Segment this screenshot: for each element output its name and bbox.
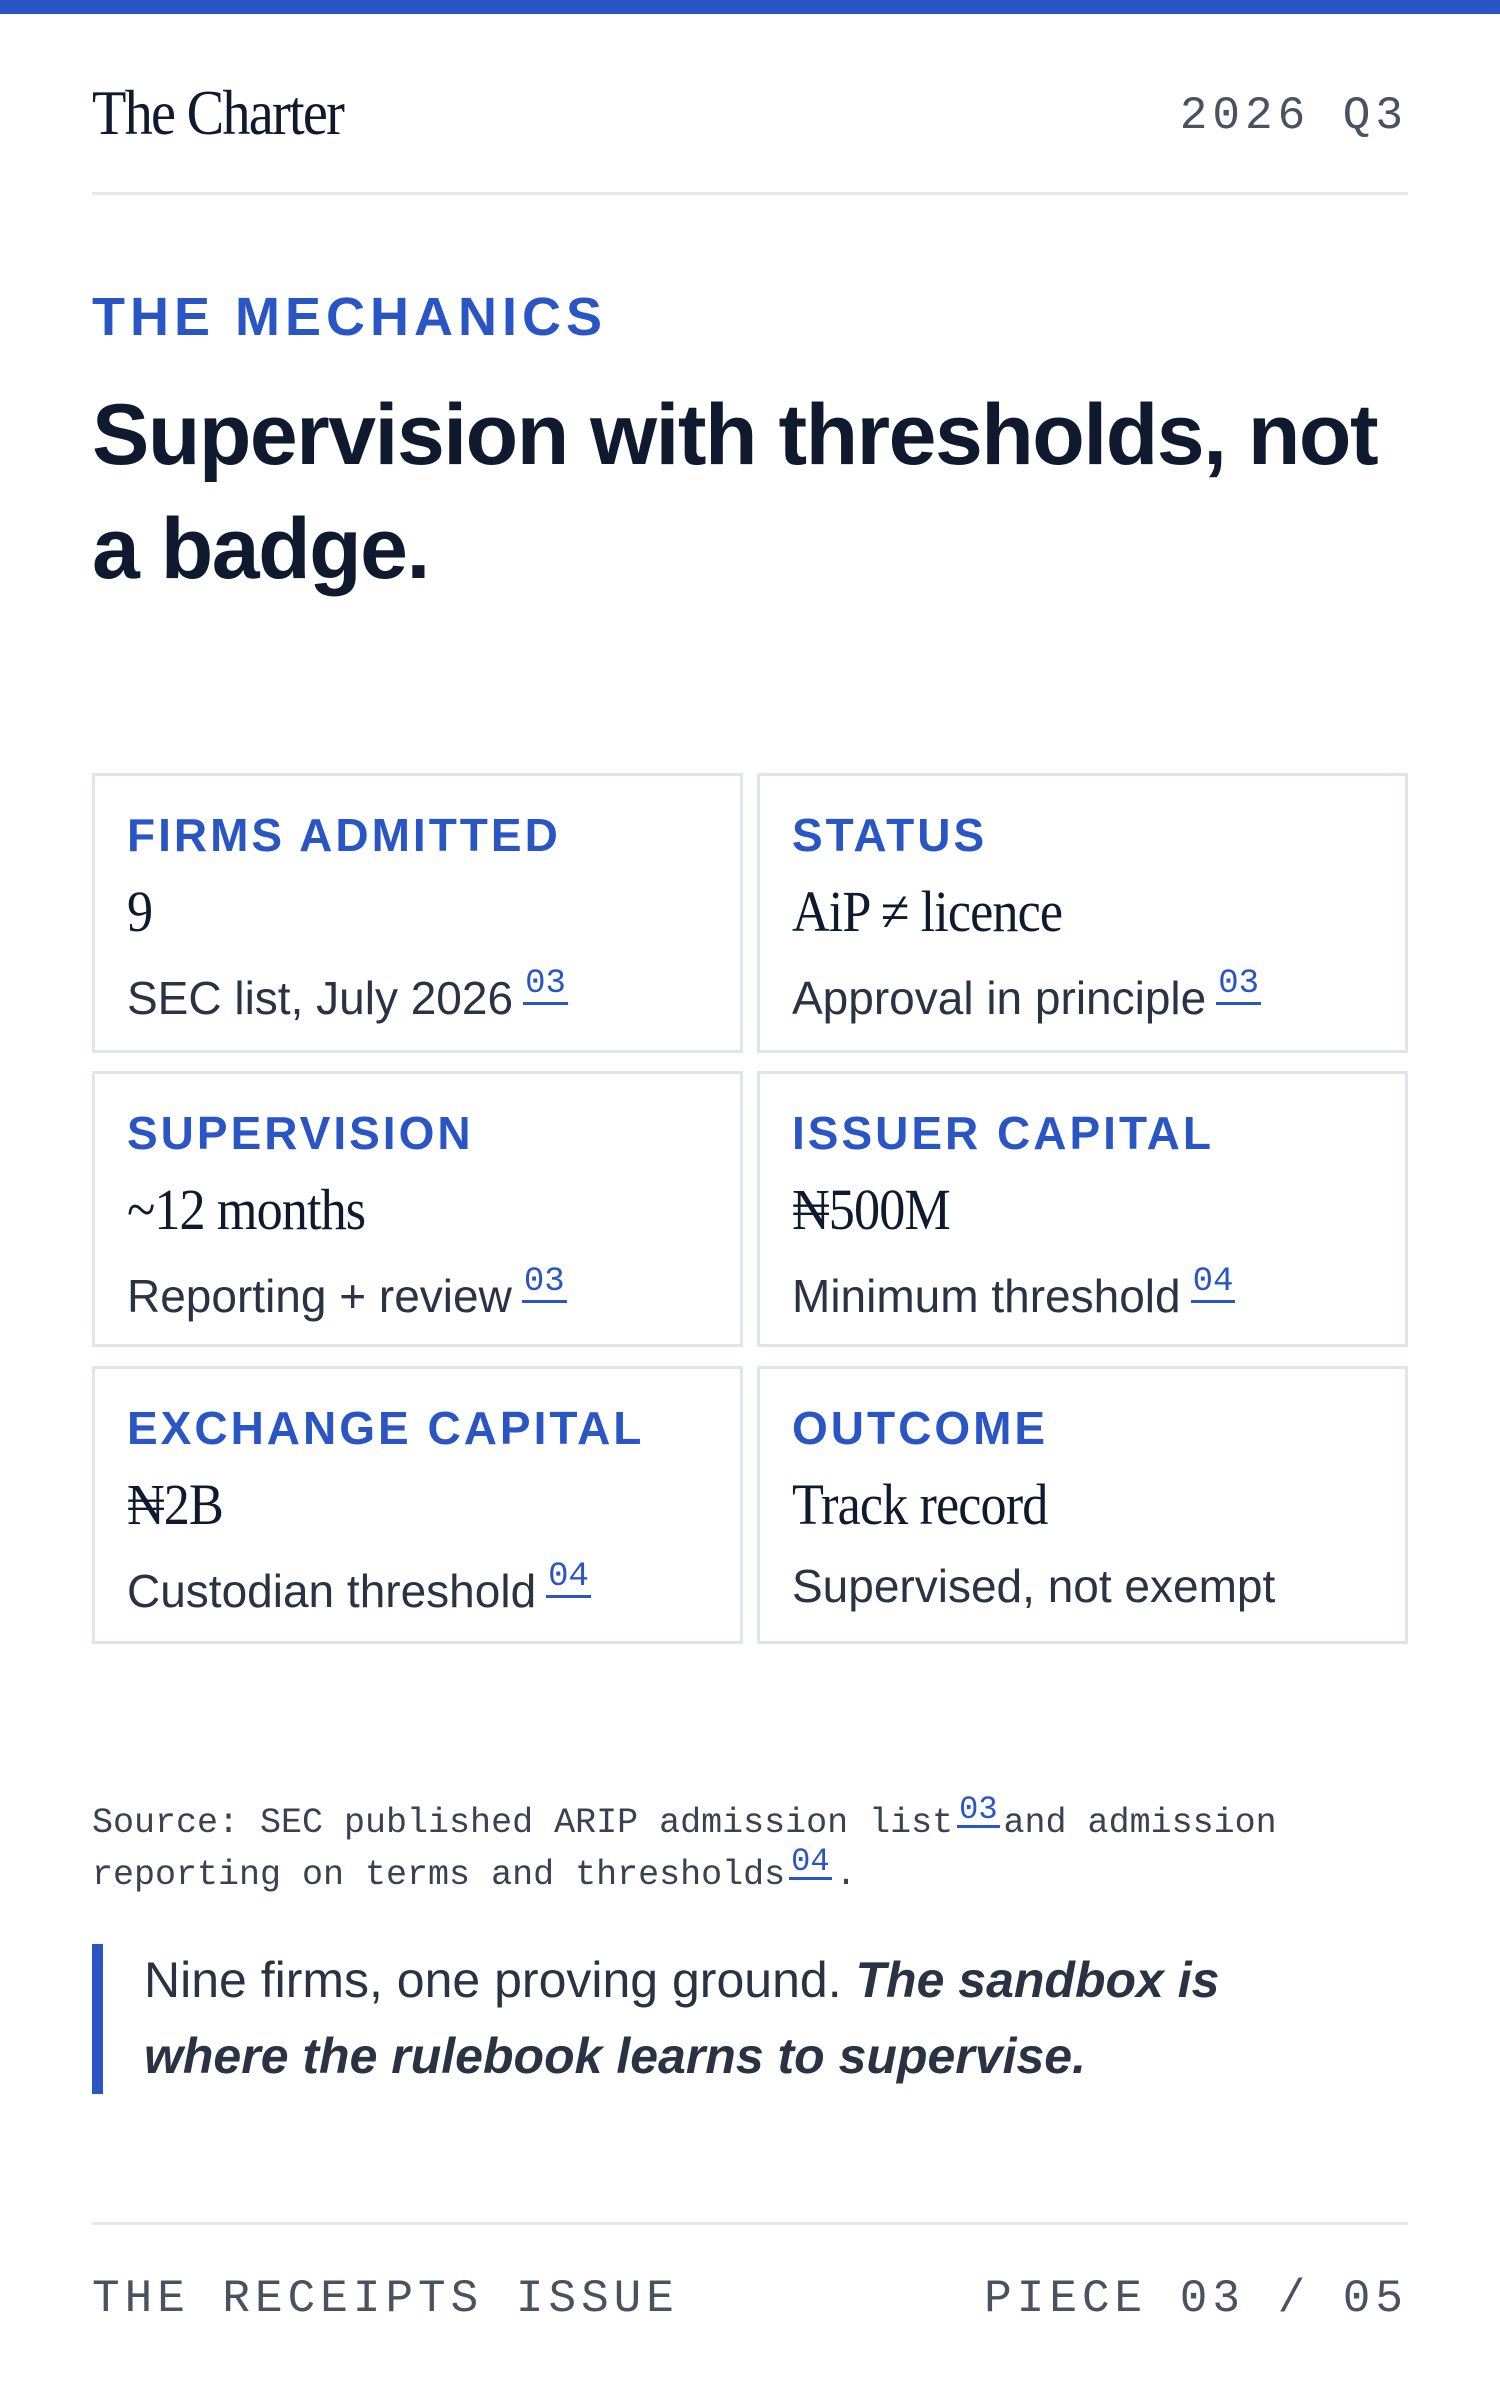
stat-note	[127, 1264, 567, 1323]
stat-card-outcome	[757, 1366, 1408, 1644]
footnote-ref-link[interactable]: 04	[1192, 1263, 1234, 1301]
stat-card-issuer-capital	[757, 1071, 1408, 1347]
footnote-ref-link[interactable]: 03	[523, 1263, 565, 1301]
section-kicker: THE MECHANICS	[92, 287, 608, 347]
stat-card-supervision	[92, 1071, 743, 1347]
stat-label: STATUS	[792, 809, 988, 861]
stat-value: ₦2B	[127, 1472, 223, 1537]
stat-note-text: Supervised, not exempt	[792, 1560, 1276, 1612]
piece-counter: PIECE 03 / 05	[984, 2273, 1408, 2325]
stat-label: EXCHANGE CAPITAL	[127, 1402, 645, 1454]
footnote-ref-link[interactable]: 03	[1218, 965, 1260, 1003]
stat-note	[792, 1264, 1235, 1323]
footnote-ref-link[interactable]: 03	[525, 965, 566, 1003]
stat-card-status	[757, 773, 1408, 1053]
top-accent-bar	[0, 0, 1500, 14]
stat-label: ISSUER CAPITAL	[792, 1107, 1214, 1159]
stat-label: FIRMS ADMITTED	[127, 809, 561, 861]
issue-name: THE RECEIPTS ISSUE	[92, 2273, 679, 2325]
source-text: and admission reporting on terms and thresholds	[92, 1803, 1277, 1895]
stat-note-text: Custodian threshold	[127, 1565, 537, 1617]
pull-quote-text	[144, 1942, 1374, 2094]
stat-note-text: Approval in principle	[792, 972, 1207, 1024]
footnote-ref-link[interactable]: 04	[548, 1558, 589, 1596]
pull-quote-plain: Nine firms, one proving ground.	[144, 1952, 856, 2008]
source-note	[92, 1791, 1412, 1899]
source-text: Source: SEC published ARIP admission list	[92, 1803, 954, 1843]
pull-quote-emphasis: The sandbox is where the rulebook learns to supervise.	[144, 1952, 1220, 2084]
stat-value: AiP ≠ licence	[792, 879, 1063, 944]
stat-note	[127, 966, 568, 1025]
stat-value: ~12 months	[127, 1177, 366, 1242]
masthead	[92, 68, 1408, 195]
stat-note	[127, 1559, 591, 1618]
stat-note	[792, 966, 1261, 1025]
stat-card-exchange-capital	[92, 1366, 743, 1644]
stat-note	[792, 1559, 1275, 1613]
stat-note-text: SEC list, July 2026	[127, 972, 514, 1024]
source-end: .	[835, 1855, 857, 1895]
pull-quote	[92, 1944, 1419, 2094]
stat-value: ₦500M	[792, 1177, 950, 1242]
stat-value: 9	[127, 879, 153, 944]
footnote-ref-link[interactable]: 04	[791, 1843, 830, 1880]
stat-card-firms-admitted	[92, 773, 743, 1053]
stat-label: OUTCOME	[792, 1402, 1049, 1454]
page-footer	[92, 2222, 1408, 2335]
issue-date: 2026 Q3	[1179, 90, 1408, 142]
brand-logo: The Charter	[92, 77, 344, 148]
stat-value: Track record	[792, 1472, 1048, 1537]
stat-note-text: Reporting + review	[127, 1270, 512, 1322]
stat-note-text: Minimum threshold	[792, 1270, 1181, 1322]
page-headline: Supervision with thresholds, not a badge.	[92, 387, 1378, 597]
footnote-ref-link[interactable]: 03	[959, 1791, 998, 1828]
stat-label: SUPERVISION	[127, 1107, 474, 1159]
